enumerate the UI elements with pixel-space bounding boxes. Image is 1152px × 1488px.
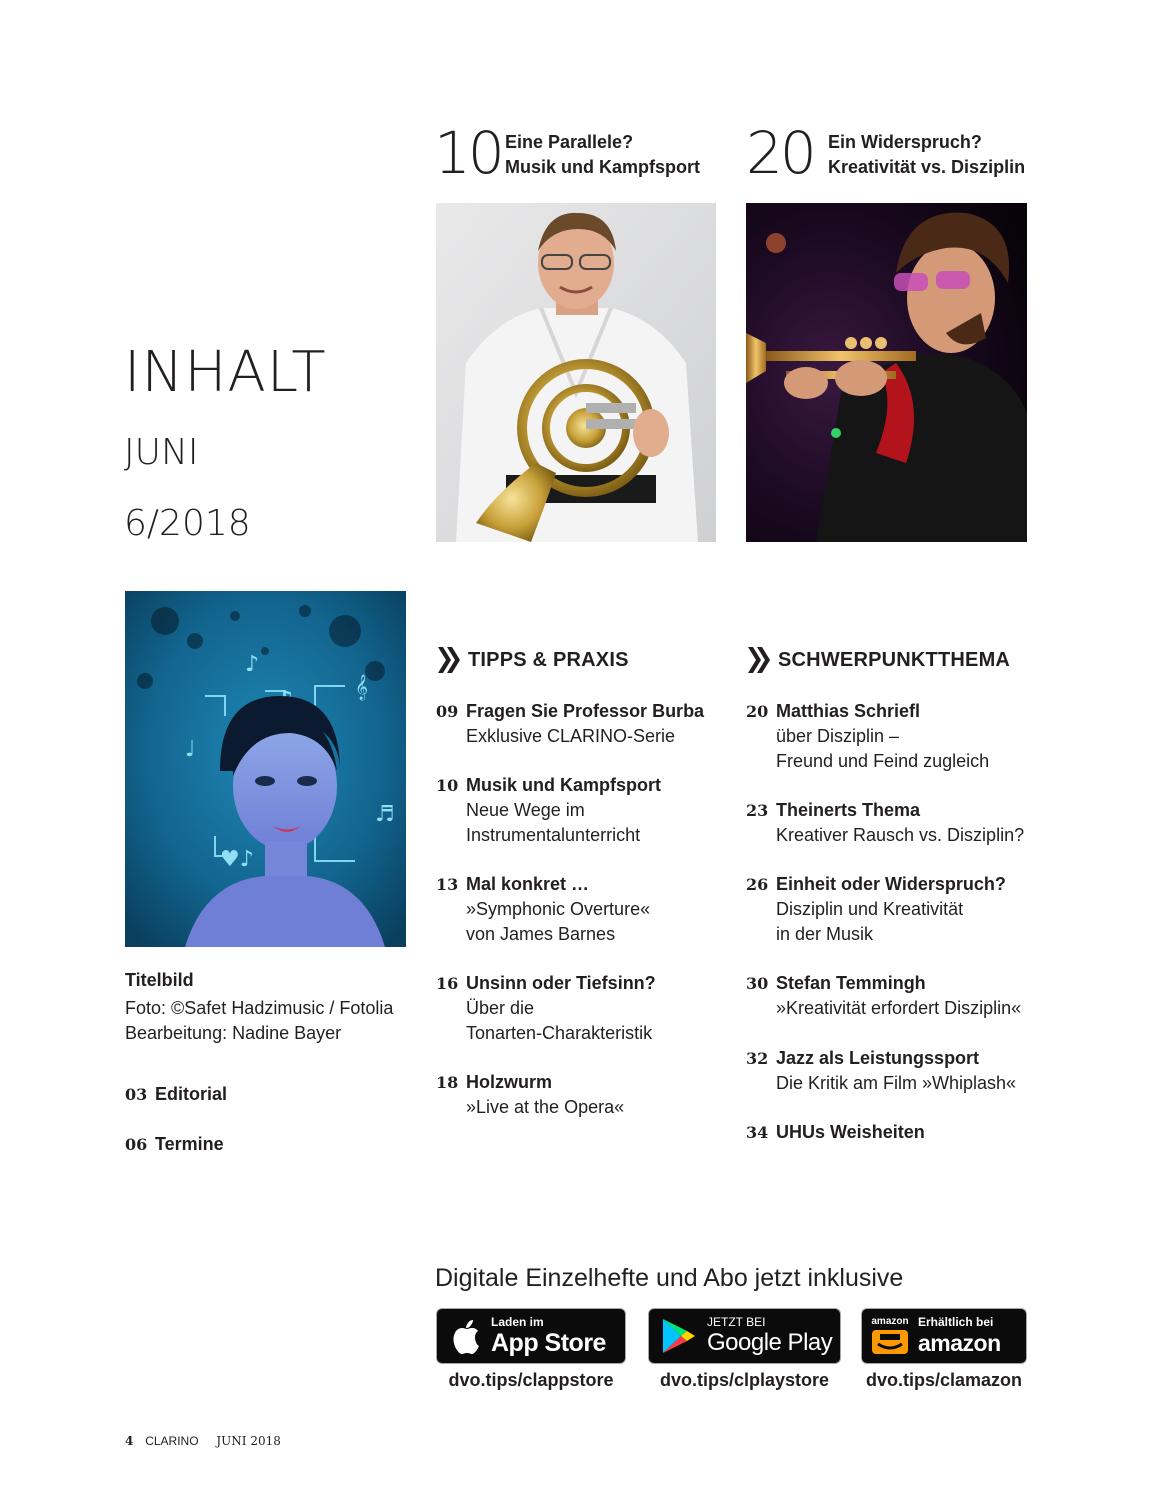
- page-number: 32: [746, 1049, 769, 1068]
- page-number: 03: [125, 1085, 148, 1104]
- feature-title-10[interactable]: [505, 130, 700, 180]
- feature-line2: Musik und Kampfsport: [505, 157, 701, 177]
- double-chevron-icon: [746, 645, 772, 675]
- entry-title: Musik und Kampfsport: [466, 775, 662, 795]
- entry-title: UHUs Weisheiten: [776, 1122, 925, 1142]
- entry-subtitle: Neue Wege im: [466, 800, 585, 820]
- entry-subtitle: »Kreativität erfordert Disziplin«: [776, 998, 1022, 1018]
- toc-entry[interactable]: [746, 872, 1046, 947]
- page-footer: [125, 1434, 281, 1448]
- toc-entry[interactable]: [746, 1120, 1046, 1145]
- app-store-badge[interactable]: [436, 1308, 626, 1364]
- svg-text:♬: ♬: [375, 802, 395, 827]
- google-play-badge[interactable]: [648, 1308, 841, 1364]
- playstore-link[interactable]: dvo.tips/clplaystore: [659, 1370, 830, 1390]
- horn-player-photo[interactable]: [436, 203, 716, 542]
- section-title: TIPPS & PRAXIS: [468, 648, 629, 671]
- toc-entry-termine[interactable]: [125, 1134, 224, 1155]
- feature-number-10: 10: [434, 119, 502, 187]
- badge-small-text: JETZT BEI: [707, 1314, 766, 1329]
- entry-title: Editorial: [155, 1084, 228, 1104]
- issue-month: JUNI: [124, 432, 199, 473]
- svg-text:♩: ♩: [185, 737, 196, 762]
- entry-subtitle: Exklusive CLARINO-Serie: [466, 726, 676, 746]
- amazon-badge[interactable]: [861, 1308, 1027, 1364]
- section-title: SCHWERPUNKTTHEMA: [778, 648, 1011, 671]
- entry-subtitle: Über die: [466, 998, 535, 1018]
- amazon-logo-text: amazon: [871, 1316, 909, 1327]
- page-number: 06: [125, 1135, 148, 1154]
- entry-subtitle: »Live at the Opera«: [466, 1097, 625, 1117]
- page-number: 13: [436, 875, 459, 894]
- footer-date: JUNI 2018: [216, 1434, 281, 1448]
- badge-small-text: Erhältlich bei: [918, 1314, 994, 1329]
- trumpet-player-photo[interactable]: [746, 203, 1027, 542]
- page-number: 34: [746, 1123, 769, 1142]
- caption-title: Titelbild: [125, 970, 194, 990]
- svg-text:♥♪: ♥♪: [220, 847, 254, 872]
- entry-subtitle: Instrumentalunterricht: [466, 825, 641, 845]
- section-heading-tipps: [436, 645, 629, 675]
- footer-page-number: 4: [125, 1434, 134, 1448]
- entry-title: Unsinn oder Tiefsinn?: [466, 973, 656, 993]
- entry-subtitle: Tonarten-Charakteristik: [466, 1023, 653, 1043]
- toc-entry[interactable]: [436, 971, 736, 1046]
- toc-entry[interactable]: [436, 872, 736, 947]
- entry-subtitle: Disziplin und Kreativität: [776, 899, 964, 919]
- badge-big-text: amazon: [918, 1329, 1001, 1356]
- entry-title: Matthias Schriefl: [776, 701, 921, 721]
- amazon-link[interactable]: dvo.tips/clamazon: [865, 1370, 1023, 1390]
- amazon-app-icon: [870, 1316, 910, 1356]
- feature-line1: Eine Parallele?: [505, 132, 634, 152]
- entry-subtitle: Kreativer Rausch vs. Disziplin?: [776, 825, 1025, 845]
- page-number: 09: [436, 702, 459, 721]
- svg-text:♪: ♪: [245, 652, 260, 677]
- feature-number-20: 20: [746, 119, 814, 187]
- toc-entry[interactable]: [746, 699, 1046, 774]
- digital-heading: Digitale Einzelhefte und Abo jetzt inklusive: [435, 1264, 904, 1292]
- google-play-icon: [661, 1317, 697, 1355]
- badge-small-text: Laden im: [491, 1314, 544, 1329]
- entry-subtitle: Die Kritik am Film »Whiplash«: [776, 1073, 1017, 1093]
- entry-subtitle: von James Barnes: [466, 924, 616, 944]
- page-number: 20: [746, 702, 769, 721]
- page-number: 18: [436, 1073, 459, 1092]
- entry-title: Fragen Sie Professor Burba: [466, 701, 705, 721]
- entry-title: Holzwurm: [466, 1072, 553, 1092]
- toc-entry[interactable]: [746, 971, 1076, 1021]
- entry-title: Termine: [155, 1134, 224, 1154]
- toc-entry[interactable]: [436, 699, 736, 749]
- cover-image[interactable]: [125, 591, 406, 947]
- entry-subtitle: »Symphonic Overture«: [466, 899, 651, 919]
- issue-number: 6/2018: [124, 503, 251, 544]
- cover-caption: [125, 970, 393, 1046]
- toc-entry[interactable]: [746, 798, 1046, 848]
- entry-subtitle: in der Musik: [776, 924, 874, 944]
- toc-entry-editorial[interactable]: [125, 1084, 227, 1105]
- page-title: INHALT: [124, 340, 327, 405]
- double-chevron-icon: [436, 645, 462, 675]
- entry-subtitle: über Disziplin –: [776, 726, 900, 746]
- footer-magazine: CLARINO: [145, 1434, 199, 1448]
- entry-subtitle: Freund und Feind zugleich: [776, 751, 990, 771]
- feature-line2: Kreativität vs. Disziplin: [828, 157, 1026, 177]
- badge-big-text: App Store: [491, 1328, 606, 1357]
- toc-entry[interactable]: [746, 1046, 1076, 1096]
- caption-photo-credit: Foto: ©Safet Hadzimusic / Fotolia: [125, 998, 394, 1018]
- caption-editing-credit: Bearbeitung: Nadine Bayer: [125, 1023, 342, 1043]
- page-number: 23: [746, 801, 769, 820]
- page-number: 30: [746, 974, 769, 993]
- appstore-link[interactable]: dvo.tips/clappstore: [448, 1370, 614, 1390]
- entry-title: Jazz als Leistungssport: [776, 1048, 980, 1068]
- svg-text:𝄞: 𝄞: [355, 675, 369, 700]
- entry-title: Einheit oder Widerspruch?: [776, 874, 1006, 894]
- entry-title: Stefan Temmingh: [776, 973, 926, 993]
- section-heading-schwerpunkt: [746, 645, 1010, 675]
- badge-big-text: Google Play: [707, 1328, 833, 1356]
- page-number: 10: [436, 776, 459, 795]
- apple-icon: [451, 1318, 481, 1354]
- entry-title: Mal konkret …: [466, 874, 590, 894]
- page-number: 16: [436, 974, 459, 993]
- entry-title: Theinerts Thema: [776, 800, 921, 820]
- toc-entry[interactable]: [436, 1070, 736, 1120]
- page-number: 26: [746, 875, 769, 894]
- toc-entry[interactable]: [436, 773, 736, 848]
- feature-title-20[interactable]: [828, 130, 1025, 180]
- feature-line1: Ein Widerspruch?: [828, 132, 982, 152]
